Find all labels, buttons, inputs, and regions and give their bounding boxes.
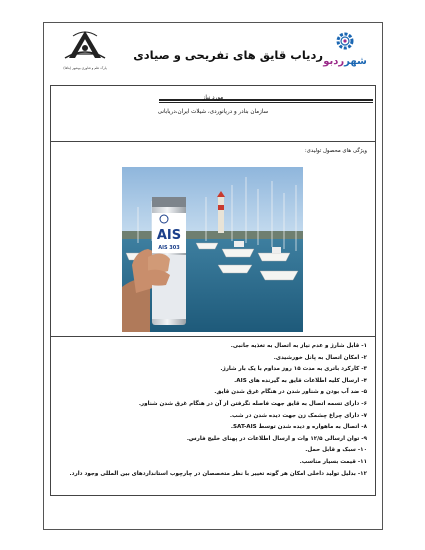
device-model: AIS 303 (158, 245, 180, 251)
gear-icon (334, 30, 356, 52)
feature-item: ۶- دارای تسمه اتصال به قایق جهت فاصله نگرفتن از آن در هنگام غرق شدن شناور. (138, 400, 367, 407)
features-list (57, 341, 367, 480)
left-logo-caption: پارک علم و فناوری بوشهر (بتافا) (63, 66, 107, 70)
brand-name-main: ردبو (323, 56, 345, 67)
features-section (51, 337, 375, 497)
feature-item: ۴- ارسال کلیه اطلاعات قایق به گیرنده های AIS. (234, 377, 367, 384)
science-park-logo (55, 28, 115, 76)
need-section (51, 86, 375, 142)
feature-item: ۹- توان ارسالی ۱۲/۵ وات و ارسال اطلاعات در پهنای خلیج فارس. (186, 435, 367, 442)
page-title: ردیاب قایق های تفریحی و صیادی (133, 48, 323, 62)
product-photo (122, 167, 303, 332)
feature-item: ۷- دارای چراغ چشمک زن جهت دیده شدن در شب. (229, 412, 367, 419)
brand-logo (317, 30, 373, 74)
feature-item: ۱۲- بدلیل تولید داخلی امکان هر گونه تغییر با نظر متخصصان در چارچوب استانداردهای بین المللی وجود دارد. (69, 470, 367, 477)
need-text: سازمان بنادر و دریانوردی، شیلات ایران،دریابانی (157, 109, 269, 115)
feature-item: ۱- قابل شارژ و عدم نیاز به اتصال به تغذیه جانبی. (230, 343, 367, 349)
device-label: AIS (156, 228, 182, 243)
feature-item: ۳- کارکرد باتری به مدت ۱۵ روز مداوم با یک بار شارژ. (220, 366, 367, 373)
feature-item: ۲- امکان اتصال به پانل خورشیدی. (273, 354, 367, 361)
product-section (51, 142, 375, 337)
features-heading: ویژگی های محصول تولیدی: (304, 148, 367, 154)
content-box (50, 85, 376, 496)
feature-item: ۱۰- سبک و قابل حمل. (305, 447, 367, 454)
feature-item: ۸- اتصال به ماهواره و دیده شدن توسط SAT-AIS. (230, 424, 367, 431)
feature-item: ۱۱- قیمت بسیار مناسب. (299, 458, 367, 465)
page-header (43, 22, 383, 80)
brand-name-accent: شهر (344, 56, 367, 67)
feature-item: ۵- ضد آب بودن و شناور شدن در هنگام غرق شدن قایق. (214, 389, 367, 396)
science-park-emblem-icon (63, 28, 107, 62)
brand-name (317, 56, 373, 68)
need-label: مورد نیاز (202, 95, 224, 101)
